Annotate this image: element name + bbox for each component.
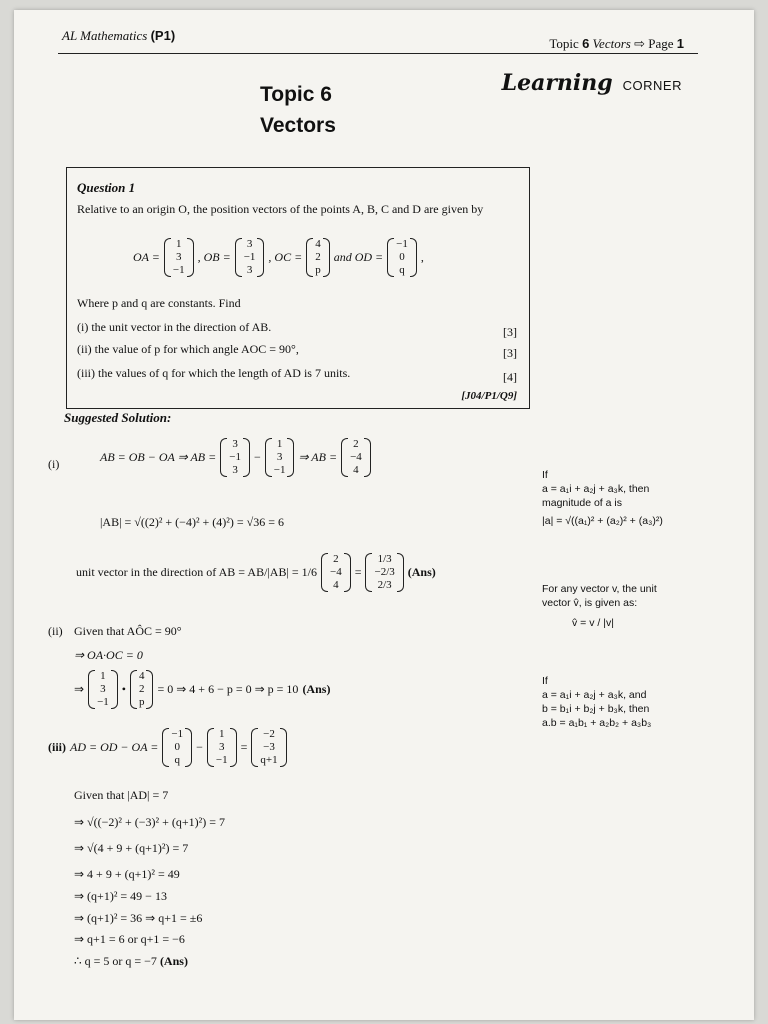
matrix-entry: 1 [176,238,182,250]
matrix-entry: −1 [229,451,241,463]
unit-vector-note [542,582,742,630]
matrix-entry: −1 [97,696,109,708]
iii-oa-matrix [207,728,237,767]
matrix-entry: 2 [315,251,321,263]
matrix-entry: 0 [174,741,181,753]
matrix-entry: −1 [171,728,184,740]
matrix-entry: −2/3 [374,566,395,578]
matrix-entry: 4 [333,579,339,591]
implies-arrow: ⇒ [74,682,85,696]
topic-subject: Vectors [592,36,631,51]
matrix-entry: 3 [246,264,253,276]
iii-od-matrix [162,728,192,767]
matrix-entry: 3 [100,683,106,695]
topic-label: Topic [549,36,579,51]
page-title: Topic 6 [260,83,332,106]
question-heading: Question 1 [77,180,136,195]
part-i-text: (i) the unit vector in the direction of AB. [77,320,272,334]
part-iii-ad-equation [48,728,287,767]
step-3: ⇒ 4 + 9 + (q+1)² = 49 [74,867,180,881]
unit-vector-equation [76,553,436,592]
unit-num-matrix [321,553,351,592]
equals-sign-iii: = [240,740,248,754]
page-number: 1 [676,36,684,51]
ob-col-matrix [220,438,250,477]
ab-expression: AB = OB − OA ⇒ AB = [100,450,217,464]
step-1: ⇒ √((−2)² + (−3)² + (q+1)²) = 7 [74,815,226,829]
matrix-entry: 2 [138,683,145,695]
implies-ab: ⇒ AB = [298,450,338,464]
brand-corner: CORNER [622,78,682,93]
matrix-entry: −3 [263,741,275,753]
mag-formula: |a| = √((a₁)² + (a₂)² + (a₃)²) [542,515,663,527]
part-i-label: (i) [48,457,60,471]
matrix-entry: 1 [219,728,225,740]
matrix-entry: q [174,754,181,766]
part-ii-marks: [3] [503,346,517,360]
part-iii-label: (iii) [48,740,66,754]
matrix-entry: 3 [232,464,238,476]
dot-a: a = a₁i + a₂j + a₃k, and [542,689,647,701]
topic-number: 6 [582,36,590,51]
oc-label: , OC = [268,250,303,264]
part-iii-given: Given that |AD| = 7 [74,788,169,802]
step-7-row [74,954,188,969]
matrix-entry: −1 [172,264,185,276]
dot-formula: a.b = a₁b₁ + a₂b₂ + a₃b₃ [542,717,652,729]
matrix-entry: 2/3 [377,579,392,591]
ii-oa-matrix [88,670,118,709]
unit-note-1: For any vector v, the unit [542,583,657,595]
position-vectors [133,238,424,277]
unit-formula: v̂ = v / |v| [572,617,614,629]
matrix-entry: −4 [329,566,342,578]
part-iii-text: (iii) the values of q for which the length of AD is 7 units. [77,366,351,380]
matrix-entry: −1 [273,464,286,476]
page-subtitle: Vectors [260,114,336,137]
minus-sign-iii: − [196,740,203,754]
matrix-entry: q [399,264,405,276]
od-label: and OD = [333,250,384,264]
matrix-entry: 2 [333,553,339,565]
part-ii-given: Given that AÔC = 90° [74,624,182,638]
ob-matrix [235,238,265,277]
equals-sign: = [354,565,362,579]
matrix-entry: 0 [399,251,405,263]
matrix-entry: 4 [315,238,321,250]
matrix-entry: 4 [138,670,145,682]
oc-matrix [306,238,330,277]
ab-magnitude: |AB| = √((2)² + (−4)² + (4)²) = √36 = 6 [100,515,285,529]
part-i-answer: (Ans) [407,565,436,579]
unit-result-matrix [365,553,403,592]
part-i-ab-equation [100,438,371,477]
od-end: , [420,250,424,264]
matrix-entry: 3 [176,251,182,263]
od-matrix [387,238,417,277]
unit-vector-text: unit vector in the direction of AB = AB/|AB| = 1/6 [76,565,317,579]
matrix-entry: 3 [276,451,283,463]
oa-matrix [164,238,194,277]
part-iii-answer: (Ans) [159,954,188,968]
matrix-entry: −1 [215,754,228,766]
part-ii-steps: = 0 ⇒ 4 + 6 − p = 0 ⇒ p = 10 [157,682,299,696]
ab-result-matrix [341,438,371,477]
matrix-entry: 2 [353,438,359,450]
part-ii-answer: (Ans) [302,682,331,696]
document-page [14,10,754,1020]
matrix-entry: 1 [276,438,283,450]
part-i-marks: [3] [503,325,517,339]
matrix-entry: −4 [350,451,362,463]
dot-b: b = b₁i + b₂j + b₃k, then [542,703,650,715]
step-2: ⇒ √(4 + 9 + (q+1)²) = 7 [74,841,189,855]
dot-product-note [542,674,742,730]
matrix-entry: 3 [232,438,238,450]
matrix-entry: 1 [100,670,106,682]
question-box [66,167,530,409]
minus-sign: − [253,450,261,464]
dot-symbol: • [121,682,126,696]
question-where: Where p and q are constants. Find [77,296,241,310]
step-7: ∴ q = 5 or q = −7 [74,954,157,968]
part-ii-computation [74,670,330,709]
step-4: ⇒ (q+1)² = 49 − 13 [74,889,167,903]
question-reference: [J04/P1/Q9] [461,390,517,402]
step-5: ⇒ (q+1)² = 36 ⇒ q+1 = ±6 [74,911,203,925]
ob-label: , OB = [197,250,231,264]
part-ii-dot: ⇒ OA·OC = 0 [74,648,143,662]
matrix-entry: 3 [219,741,225,753]
question-intro: Relative to an origin O, the position vectors of the points A, B, C and D are given by [77,202,484,216]
matrix-entry: −1 [396,238,408,250]
page-label: Page [648,36,674,51]
part-ii-text: (ii) the value of p for which angle AOC = 90°, [77,342,299,356]
brand-logo [502,70,682,96]
matrix-entry: 4 [353,464,359,476]
paper-code: (P1) [150,28,176,43]
matrix-entry: p [138,696,145,708]
step-6: ⇒ q+1 = 6 or q+1 = −6 [74,932,185,946]
iii-ad-matrix [251,728,286,767]
matrix-entry: −2 [263,728,275,740]
brand-script: Learning [501,70,613,96]
part-iii-marks: [4] [503,370,517,384]
header-right [549,36,684,52]
arrow-icon: ⇨ [634,36,645,51]
matrix-entry: p [315,264,321,276]
course-title: AL Mathematics [62,28,148,43]
header-left [62,28,175,44]
matrix-entry: 1/3 [377,553,392,565]
mag-definition: a = a₁i + a₂j + a₃k, then [542,483,650,495]
part-ii-label: (ii) [48,624,63,638]
oa-col-matrix [265,438,295,477]
ad-expression: AD = OD − OA = [70,740,159,754]
mag-if: If [542,469,548,481]
matrix-entry: q+1 [260,754,278,766]
unit-note-2: vector v̂, is given as: [542,597,638,609]
solution-heading: Suggested Solution: [64,410,172,425]
dot-if: If [542,675,548,687]
matrix-entry: 3 [246,238,253,250]
magnitude-note [542,468,742,528]
matrix-entry: −1 [243,251,256,263]
ii-oc-matrix [130,670,154,709]
oa-label: OA = [133,250,160,264]
mag-text: magnitude of a is [542,497,622,509]
header-rule [58,53,698,54]
